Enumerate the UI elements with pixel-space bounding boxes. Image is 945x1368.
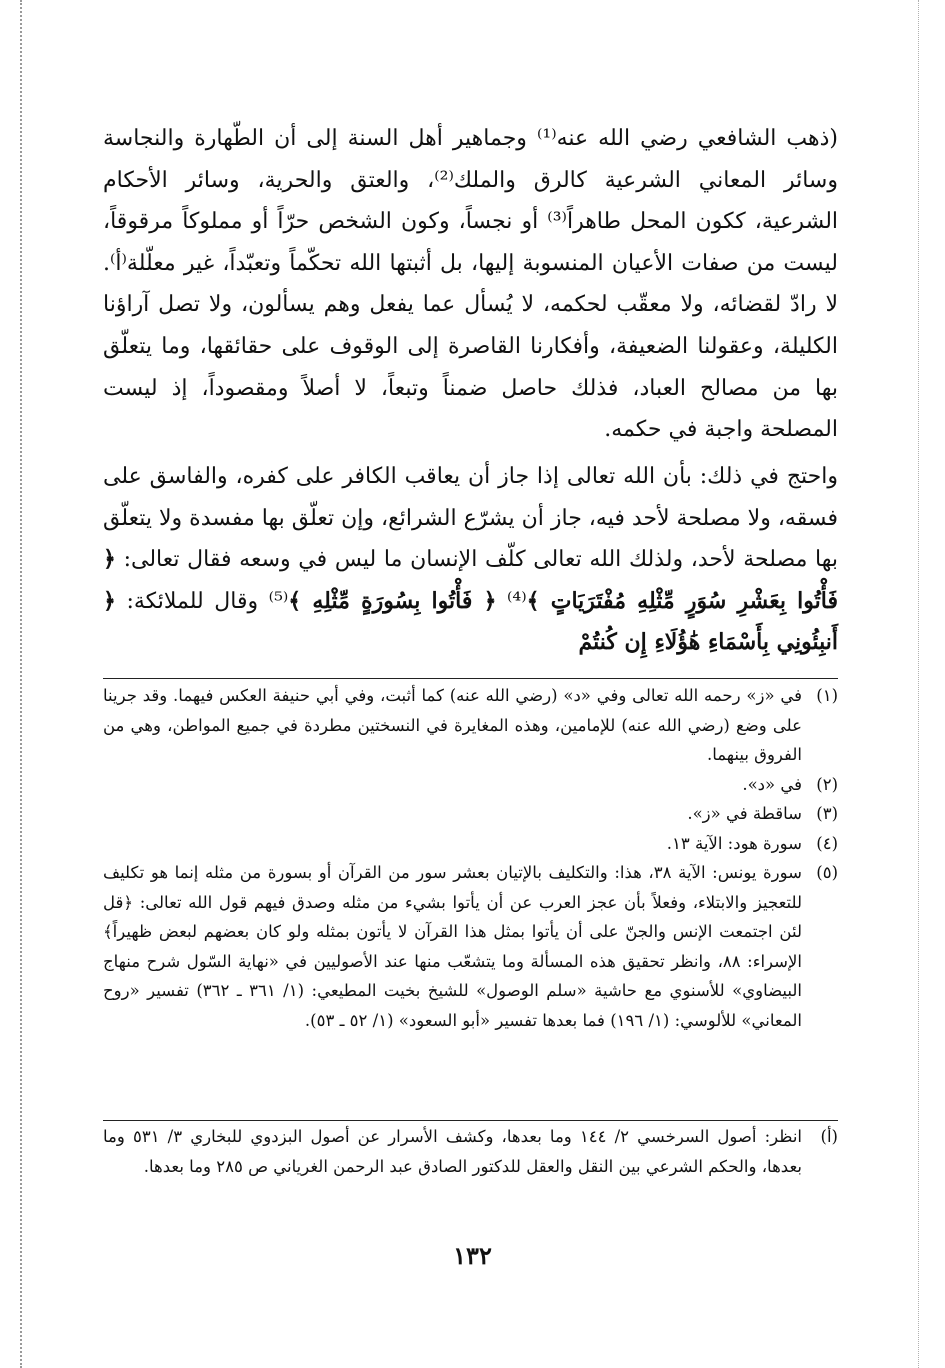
footnote-number: (٥)	[816, 863, 838, 882]
quran-verse-3: ﴿ أَنبِئُونِي بِأَسْمَاءِ هَٰؤُلَاءِ إِن كُنتُمْ	[103, 587, 838, 656]
scan-edge-right	[918, 0, 919, 1368]
footnote-5	[103, 858, 838, 1035]
footnote-a	[103, 1122, 838, 1181]
footnote-ref-5: ⁽⁵⁾	[268, 588, 289, 614]
quran-verse-2: ﴿ فَأْتُوا بِسُورَةٍ مِّثْلِهِ ﴾	[288, 587, 497, 614]
body-paragraph-2	[103, 456, 838, 664]
footnote-number: (٤)	[816, 833, 838, 853]
paragraph-2-text-b: وقال للملائكة:	[126, 588, 259, 614]
footnote-1	[103, 681, 838, 770]
scan-edge-left	[20, 0, 22, 1368]
footnote-2	[103, 770, 838, 800]
quran-verse-1: ﴿ فَأْتُوا بِعَشْرِ سُوَرٍ مِّثْلِهِ مُفْتَرَيَاتٍ ﴾	[103, 546, 839, 614]
footnote-text: في «د».	[742, 774, 802, 794]
footnote-number: (١)	[816, 686, 838, 705]
footnote-number: (أ)	[820, 1127, 838, 1146]
footnote-text: سورة يونس: الآية ٣٨، هذا: والتكليف بالإتيان بعشر سور من القرآن أو بسورة من مثله إنما هو تكليف للتعجيز والابتلاء، وفعلاً بأن عجز العرب عن أن يأتوا بشيء من مثله وصدق فيهم قول الله تعالى: ﴿قل لئن اجتمعت الإنس والجنّ على أن يأتوا بمثل هذا القرآن لا يأتون بمثله ولو كان بعضهم لبعض ظهيراً﴾ الإسراء: ٨٨، وانظر تحقيق هذه المسألة وما يتشعّب منها عند الأصوليين في «نهاية السّول شرح منهاج البيضاوي» للأسنوي مع حاشية «سلم الوصول» للشيخ بخيت المطيعي: (١/ ٣٦١ ـ ٣٦٢) تفسير «روح المعاني» للألوسي: (١/ ١٩٦) فما بعدها تفسير «أبو السعود» (١/ ٥٢ ـ ٥٣).	[103, 863, 803, 1030]
footnote-text: في «ز» رحمه الله تعالى وفي «د» (رضي الله عنه) كما أثبت، وفي أبي حنيفة العكس فيهما. وقد جرينا على وضع (رضي الله عنه) للإمامين، وهذه المغايرة في النسختين مطردة في جميع المواطن، وهي من الفروق بينهما.	[103, 686, 802, 764]
footnote-text: ساقطة في «ز».	[687, 804, 802, 823]
footnote-separator-1	[103, 678, 838, 679]
paragraph-2-text: واحتج في ذلك: بأن الله تعالى إذا جاز أن يعاقب الكافر على كفره، والفاسق على فسقه، ولا مصلحة لأحد فيه، جاز أن يشرّع الشرائع، وإن تعلّق بها مفسدة ولا يتعلّق بها مصلحة لأحد، ولذلك الله تعالى كلّف الإنسان ما ليس في وسعه فقال تعالى:	[103, 464, 838, 573]
lettered-footnotes	[103, 1122, 838, 1181]
footnote-number: (٢)	[816, 774, 838, 794]
footnote-4	[103, 829, 838, 859]
footnote-3	[103, 799, 838, 829]
footnote-separator-2	[103, 1120, 838, 1121]
page-number: ١٣٢	[453, 1241, 492, 1270]
body-paragraph-1: (ذهب الشافعي رضي الله عنه⁽¹⁾ وجماهير أهل السنة إلى أن الطّهارة والنجاسة وسائر المعاني الشرعية كالرق والملك⁽²⁾، والعتق والحرية، وسائر الأحكام الشرعية، ككون المحل طاهراً⁽³⁾ أو نجساً، وكون الشخص حرّاً أو مملوكاً مرقوقاً، ليست من صفات الأعيان المنسوبة إليها، بل أثبتها الله تحكّماً وتعبّداً، غير معلّلة⁽أ⁾. لا رادّ لقضائه، ولا معقّب لحكمه، لا يُسأل عما يفعل وهم يسألون، ولا تصل آراؤنا الكليلة، وعقولنا الضعيفة، وأفكارنا القاصرة إلى الوقوف على حقائقها، وما يتعلّق بها من مصالح العباد، فذلك حاصل ضمناً وتبعاً، لا أصلاً ومقصوداً، إذ ليست المصلحة واجبة في حكمه.	[103, 126, 839, 443]
footnote-number: (٣)	[816, 804, 838, 823]
footnote-ref-4: ⁽⁴⁾	[507, 588, 527, 614]
numbered-footnotes	[103, 681, 838, 1035]
footnote-text: انظر: أصول السرخسي ٢/ ١٤٤ وما بعدها، وكشف الأسرار عن أصول البزدوي للبخاري ٣/ ٥٣١ وما بعدها، والحكم الشرعي بين النقل والعقل للدكتور الصادق عبد الرحمن الغرياني ص ٢٨٥ وما بعدها.	[103, 1127, 802, 1176]
footnote-text: سورة هود: الآية ١٣.	[666, 833, 802, 853]
